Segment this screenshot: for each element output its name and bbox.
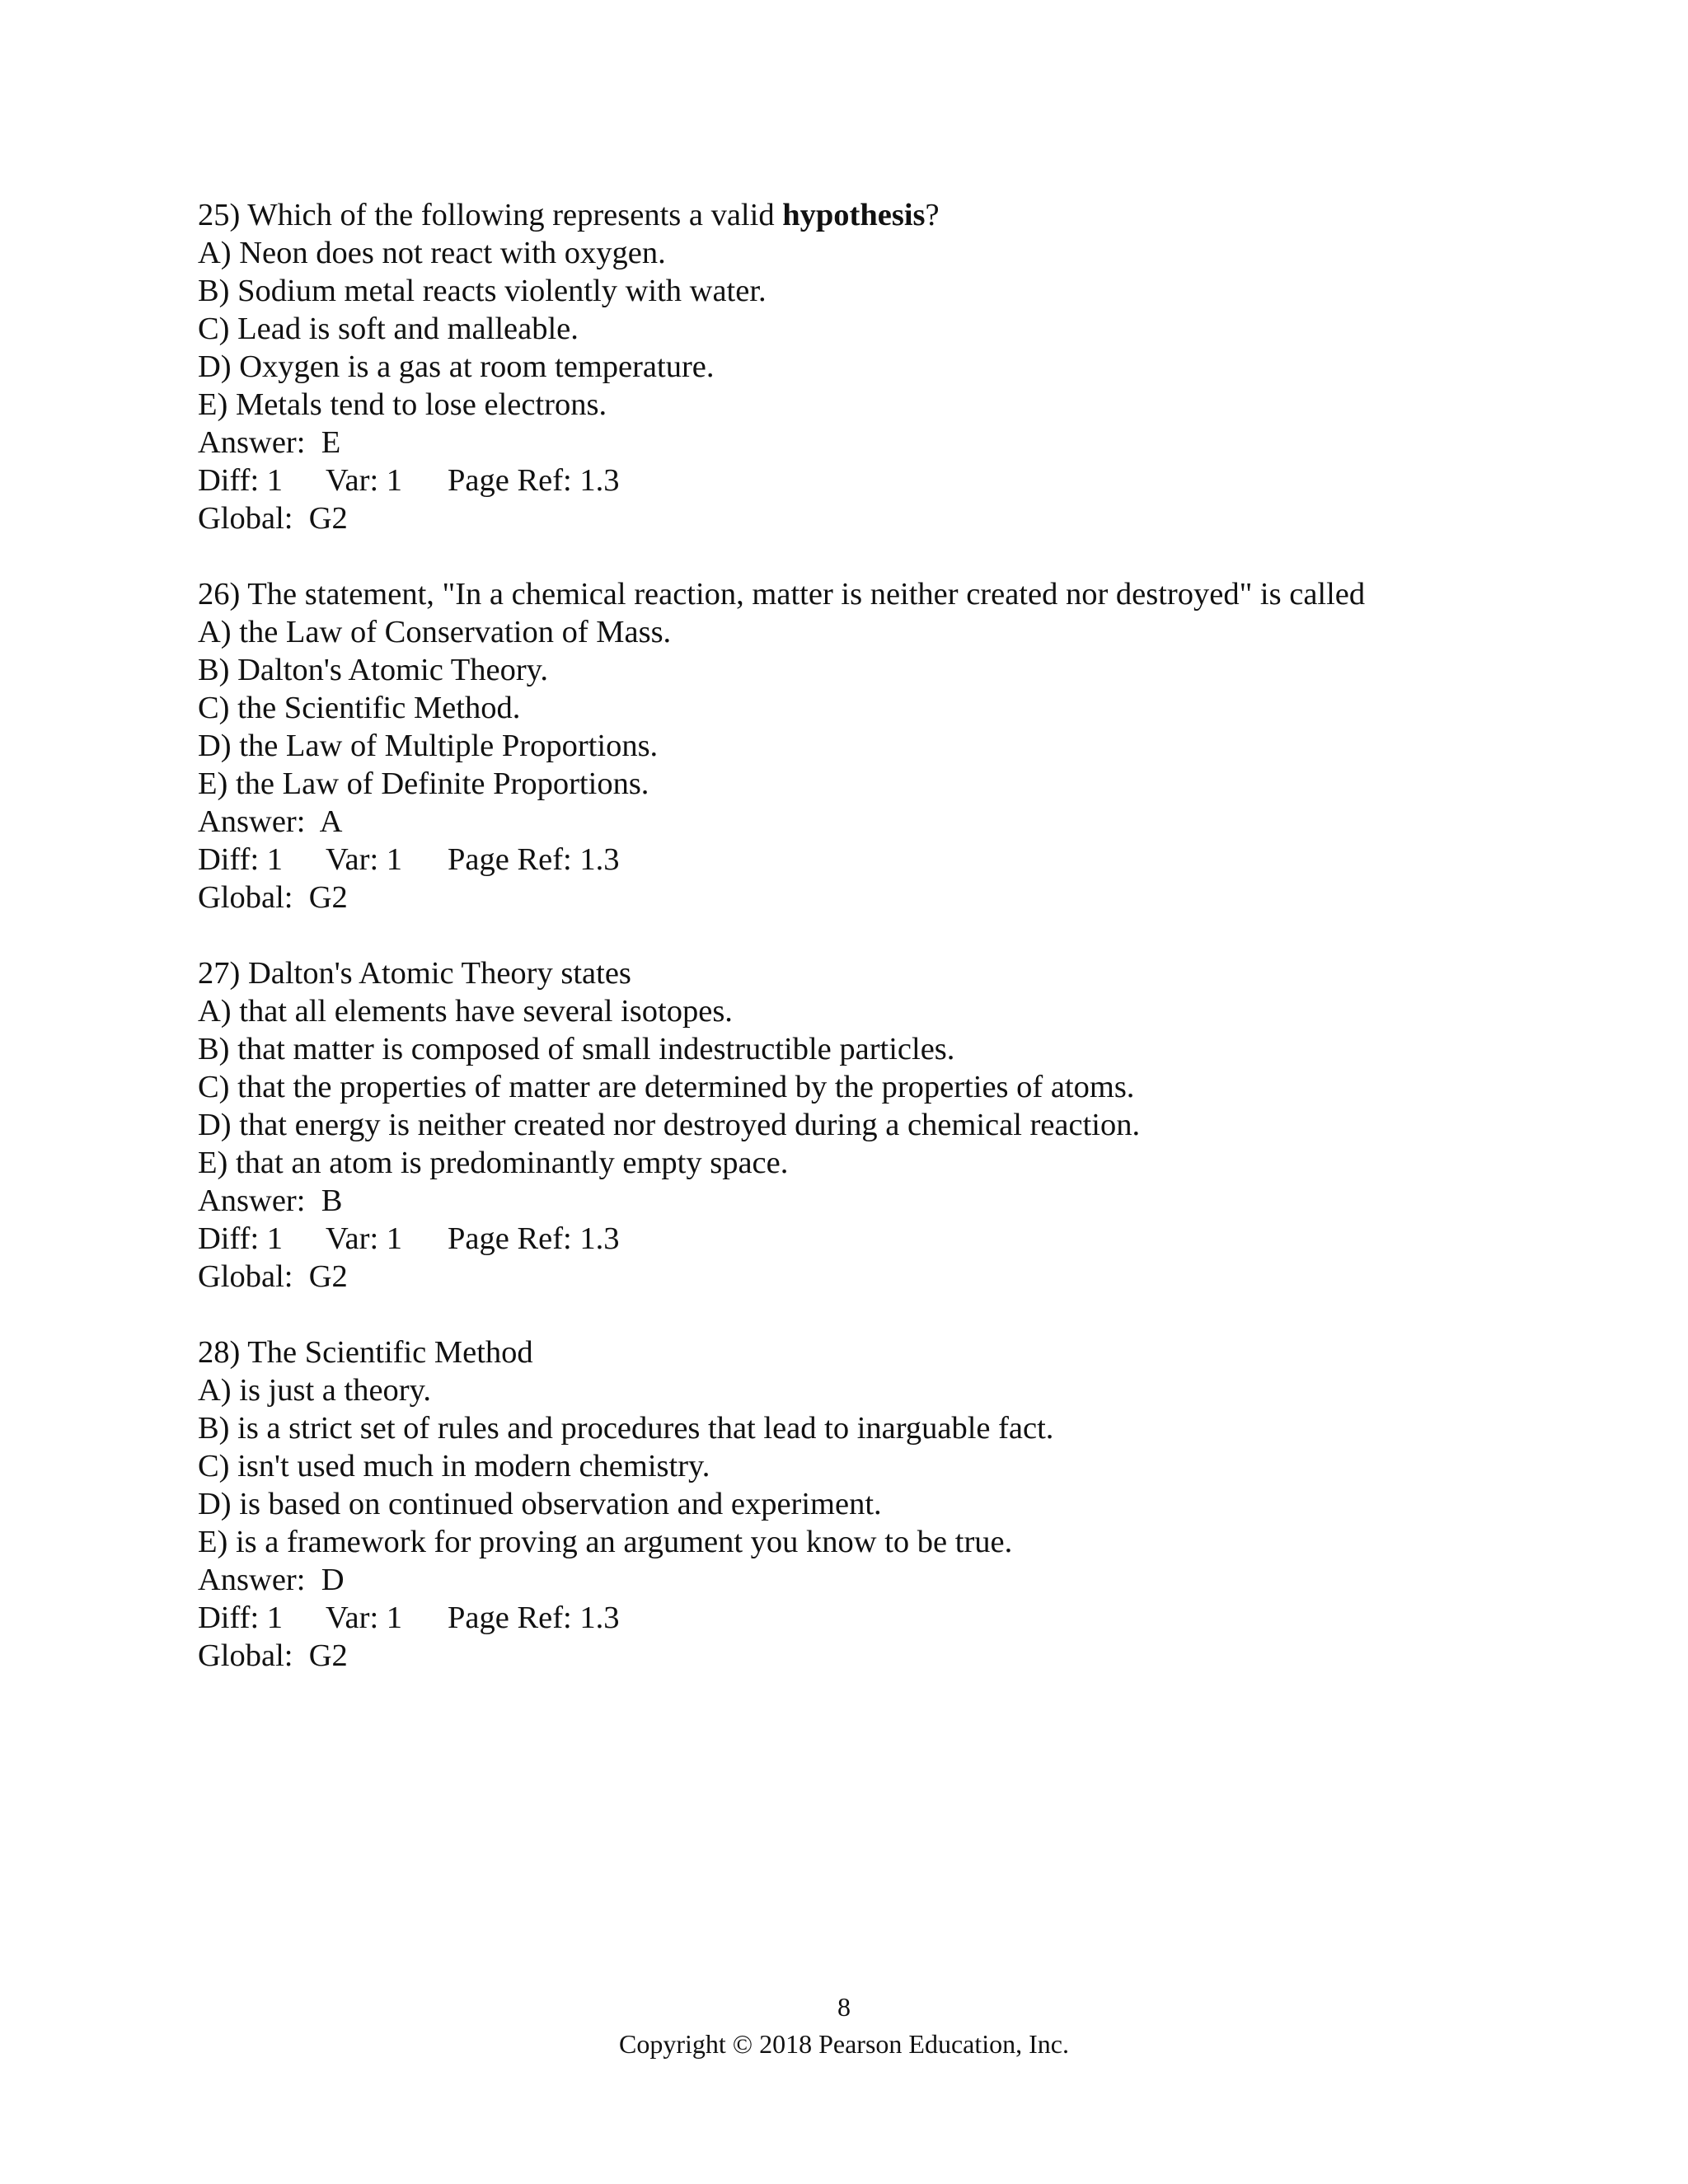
option-a: A) that all elements have several isotopes. xyxy=(198,994,733,1029)
page-ref: Page Ref: 1.3 xyxy=(448,463,620,498)
question-stem xyxy=(198,1333,1517,1371)
global-tag: Global: G2 xyxy=(198,1638,348,1673)
stem-text: 25) Which of the following represents a valid xyxy=(198,198,783,232)
question-stem xyxy=(198,575,1517,613)
option-e: E) is a framework for proving an argument you know to be true. xyxy=(198,1525,1013,1559)
option-d: D) Oxygen is a gas at room temperature. xyxy=(198,349,715,384)
option-d: D) is based on continued observation and experiment. xyxy=(198,1487,882,1521)
stem-bold-text: hypothesis xyxy=(782,198,926,232)
option-a: A) the Law of Conservation of Mass. xyxy=(198,615,672,649)
question-26 xyxy=(198,575,1517,916)
answer: Answer: A xyxy=(198,804,343,839)
option-c: C) the Scientific Method. xyxy=(198,691,521,725)
answer: Answer: B xyxy=(198,1183,343,1218)
stem-text-end: ? xyxy=(925,198,940,232)
difficulty: Diff: 1 xyxy=(198,842,284,877)
page-ref: Page Ref: 1.3 xyxy=(448,1221,620,1256)
question-25 xyxy=(198,196,1517,537)
option-c: C) isn't used much in modern chemistry. xyxy=(198,1449,710,1483)
variant: Var: 1 xyxy=(326,1601,403,1635)
option-b: B) Dalton's Atomic Theory. xyxy=(198,653,549,687)
option-a: A) is just a theory. xyxy=(198,1373,431,1408)
answer: Answer: D xyxy=(198,1563,345,1597)
metadata-row xyxy=(198,841,1517,879)
metadata-row xyxy=(198,462,1517,499)
stem-text: 27) Dalton's Atomic Theory states xyxy=(198,956,631,991)
global-tag: Global: G2 xyxy=(198,880,348,915)
option-c: C) Lead is soft and malleable. xyxy=(198,312,579,346)
option-b: B) is a strict set of rules and procedures that lead to inarguable fact. xyxy=(198,1411,1054,1446)
option-b: B) that matter is composed of small indestructible particles. xyxy=(198,1032,955,1066)
variant: Var: 1 xyxy=(326,842,403,877)
metadata-row xyxy=(198,1599,1517,1637)
page-ref: Page Ref: 1.3 xyxy=(448,1601,620,1635)
difficulty: Diff: 1 xyxy=(198,1601,284,1635)
copyright-notice: Copyright © 2018 Pearson Education, Inc. xyxy=(619,2029,1069,2059)
option-e: E) the Law of Definite Proportions. xyxy=(198,766,649,801)
question-27 xyxy=(198,954,1517,1296)
option-e: E) Metals tend to lose electrons. xyxy=(198,387,607,422)
global-tag: Global: G2 xyxy=(198,1259,348,1294)
question-28 xyxy=(198,1333,1517,1675)
global-tag: Global: G2 xyxy=(198,501,348,536)
difficulty: Diff: 1 xyxy=(198,463,284,498)
option-e: E) that an atom is predominantly empty space. xyxy=(198,1146,789,1180)
variant: Var: 1 xyxy=(326,1221,403,1256)
page-number: 8 xyxy=(837,1992,851,2022)
option-b: B) Sodium metal reacts violently with water. xyxy=(198,274,767,308)
difficulty: Diff: 1 xyxy=(198,1221,284,1256)
answer: Answer: E xyxy=(198,425,341,460)
option-d: D) that energy is neither created nor destroyed during a chemical reaction. xyxy=(198,1108,1141,1142)
page-ref: Page Ref: 1.3 xyxy=(448,842,620,877)
question-stem xyxy=(198,196,1517,234)
variant: Var: 1 xyxy=(326,463,403,498)
question-stem xyxy=(198,954,1517,992)
stem-text: 26) The statement, "In a chemical reaction, matter is neither created nor destroyed" is called xyxy=(198,577,1366,612)
question-list xyxy=(198,196,1517,1713)
stem-text: 28) The Scientific Method xyxy=(198,1335,533,1370)
option-c: C) that the properties of matter are determined by the properties of atoms. xyxy=(198,1070,1135,1104)
option-d: D) the Law of Multiple Proportions. xyxy=(198,729,659,763)
metadata-row xyxy=(198,1220,1517,1258)
option-a: A) Neon does not react with oxygen. xyxy=(198,236,666,270)
